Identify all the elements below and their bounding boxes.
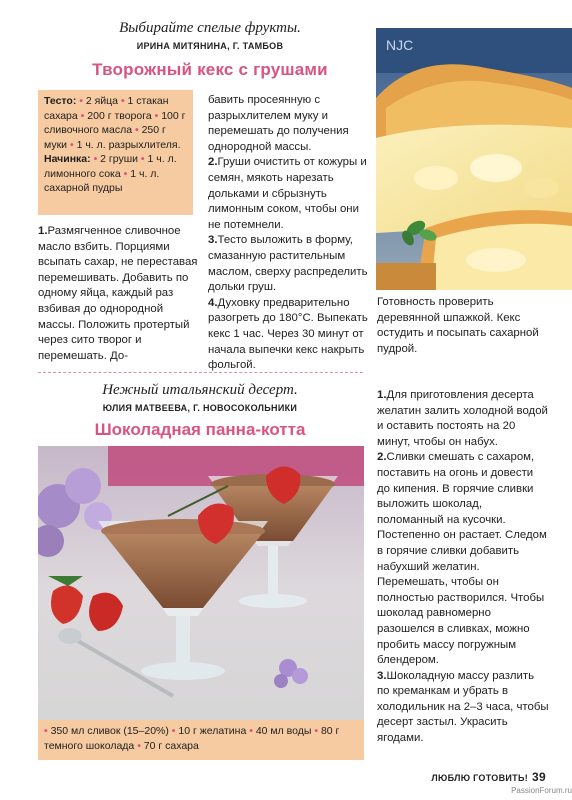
ingredient-item: 100 г сливочного масла bbox=[44, 109, 186, 136]
ingredient-item: 1 ч. л. сахарной пудры bbox=[44, 167, 160, 194]
step-text: Шоколадную массу разлить по креманкам и убрать в холодильник на 2–3 часа, чтобы десерт застыл. Украсить ягодами. bbox=[377, 669, 549, 745]
step-number: 3. bbox=[208, 234, 218, 247]
ingredient-item: 1 стакан сахара bbox=[44, 95, 169, 122]
recipe1-author: ИРИНА МИТЯНИНА, Г. ТАМБОВ bbox=[136, 41, 284, 51]
recipe2-title: Шоколадная панна-котта bbox=[94, 420, 306, 439]
bullet-icon: • bbox=[44, 725, 51, 737]
step-text: Духовку предварительно разогреть до 180°С. Выпекать кекс 1 час. Через 30 минут от начала выпечки кекс накрыть фольгой. bbox=[208, 296, 368, 372]
ingredient-group-label: Начинка: bbox=[44, 153, 94, 165]
recipe1-steps-middle bbox=[208, 93, 373, 374]
step-number: 3. bbox=[377, 669, 387, 682]
ingredient-item: 10 г желатина bbox=[178, 725, 250, 737]
step-text: Тесто выложить в форму, смазанную растительным маслом, сверху распределить дольки груш. bbox=[208, 234, 368, 294]
recipe2-subtitle: Нежный итальянский десерт. bbox=[102, 382, 298, 398]
bullet-icon: • bbox=[79, 95, 86, 107]
bullet-icon: • bbox=[137, 740, 144, 752]
bullet-icon: • bbox=[69, 138, 77, 151]
bullet-icon: • bbox=[154, 109, 162, 122]
step-number: 4. bbox=[208, 296, 218, 309]
step-text: бавить просеянную с разрыхлителем муку и перемешать до получения однородной массы. bbox=[208, 94, 349, 153]
ingredient-item: 250 г муки bbox=[44, 124, 166, 151]
watermark: PassionForum.ru bbox=[511, 786, 572, 795]
bullet-icon: • bbox=[314, 725, 321, 737]
recipe1-title: Творожный кекс с грушами bbox=[92, 60, 328, 79]
ingredient-item: 1 ч. л. разрыхлителя. bbox=[76, 138, 181, 151]
ingredient-item: 200 г творога bbox=[87, 109, 155, 122]
recipe2-ingredients bbox=[38, 720, 364, 760]
page-number: 39 bbox=[532, 770, 546, 784]
ingredient-item: 350 мл сливок (15–20%) bbox=[50, 725, 172, 737]
bullet-icon: • bbox=[249, 725, 256, 737]
bullet-icon: • bbox=[171, 725, 179, 737]
magazine-name: ЛЮБЛЮ ГОТОВИТЬ! bbox=[431, 773, 529, 783]
bullet-icon: • bbox=[80, 109, 88, 122]
recipe2-steps bbox=[377, 388, 549, 747]
step-text: Груши очистить от кожуры и семян, мякоть нарезать дольками и сбрызнуть лимонным соком, чтобы они не потемнели. bbox=[208, 156, 367, 231]
ingredient-group-label: Тесто: bbox=[44, 95, 80, 107]
step-text: Для приготовления десерта желатин залить холодной водой и оставить постоять на 20 минут, чтобы он набух. bbox=[377, 389, 548, 448]
svg-text:NJC: NJC bbox=[386, 37, 414, 53]
bullet-icon: • bbox=[120, 95, 128, 107]
section-divider bbox=[38, 372, 363, 373]
recipe2-author: ЮЛИЯ МАТВЕЕВА, Г. НОВОСОКОЛЬНИКИ bbox=[102, 403, 298, 413]
ingredient-item: 2 груши bbox=[100, 153, 141, 165]
ingredient-item: 1 ч. л. лимонного сока bbox=[44, 153, 177, 180]
recipe1-ingredients bbox=[38, 90, 193, 215]
step-text: Размягченное сливочное масло взбить. Порциями всыпать сахар, не переставая перемешивать. Добавить по одному яйца, каждый раз взбивая до однородной массы. Положить протертый через сито творог и перемешать. До- bbox=[38, 225, 198, 362]
ingredient-item: 70 г сахара bbox=[143, 740, 199, 752]
step-number: 2. bbox=[208, 156, 218, 169]
bullet-icon: • bbox=[140, 153, 148, 165]
ingredient-item: 2 яйца bbox=[85, 95, 121, 107]
bullet-icon: • bbox=[134, 124, 142, 136]
bullet-icon: • bbox=[93, 153, 101, 165]
recipe1-step1 bbox=[38, 224, 198, 364]
ingredient-item: 40 мл воды bbox=[255, 725, 315, 737]
recipe1-subtitle: Выбирайте спелые фрукты. bbox=[119, 20, 301, 36]
ingredient-item: 80 г темного шоколада bbox=[44, 725, 340, 752]
panna-cotta-photo bbox=[38, 446, 364, 726]
step-number: 2. bbox=[377, 451, 387, 464]
step-text: Сливки смешать с сахаром, поставить на огонь и довести до кипения. В горячие сливки выложить шоколад, поломанный на кусочки. Постепенно он растает. Следом в горячие сливки добавить набухший желатин. Перемешать, чтобы он полностью растворился. Чтобы шоколад равномерно разошелся в сливках, можно пробить массу погружным блендером. bbox=[377, 451, 547, 667]
recipe1-steps-right: Готовность проверить деревянной шпажкой. Кекс остудить и посыпать сахарной пудрой. bbox=[377, 296, 539, 355]
step-number: 1. bbox=[38, 225, 48, 237]
cake-photo bbox=[376, 28, 572, 290]
step-number: 1. bbox=[377, 389, 387, 401]
bullet-icon: • bbox=[123, 167, 131, 180]
page-footer bbox=[396, 770, 546, 784]
